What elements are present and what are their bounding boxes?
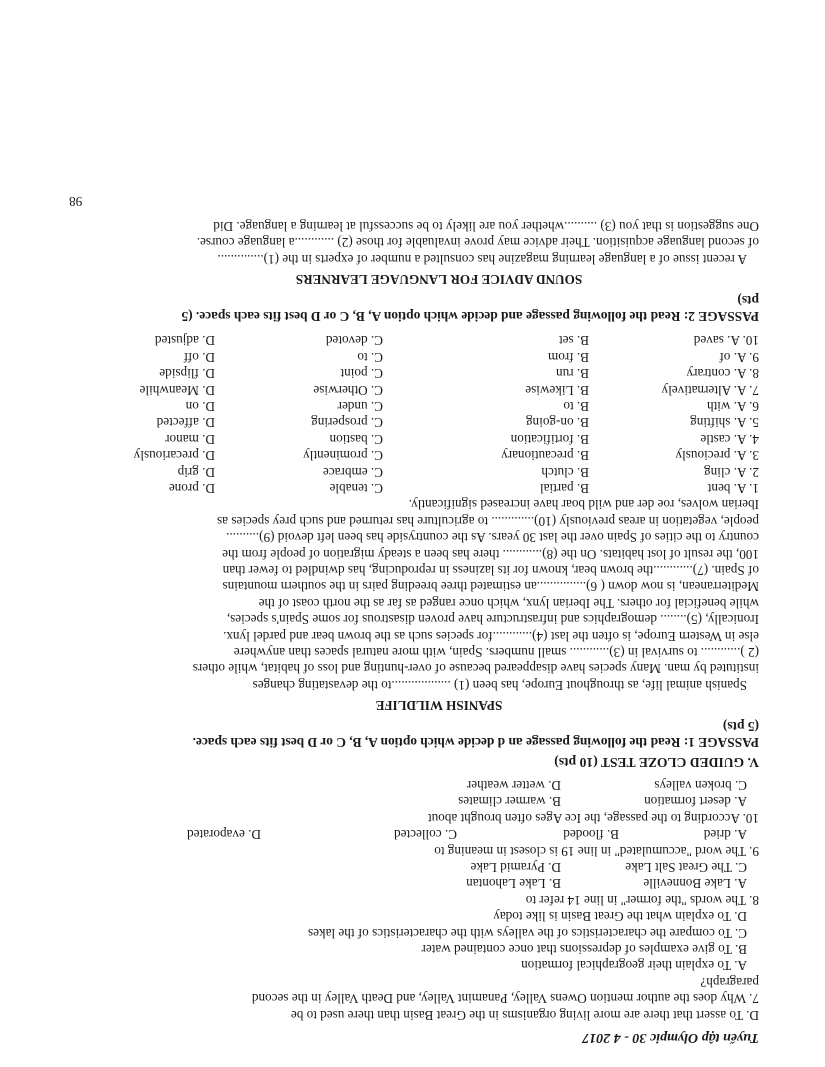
q8-options-row-1 [59, 875, 759, 891]
passage-2-instruction: PASSAGE 2: Read the following passage and decide which option A, B, C or D best fits each space. (5 [181, 308, 759, 324]
option: 5. A. shifting [690, 415, 759, 431]
option: 10. A. saved [693, 333, 759, 349]
question-10: 10. According to the passage, the Ice Ages often brought about [427, 810, 759, 826]
q7-option-d: D. To explain what the Great Basin is like today [493, 909, 747, 925]
passage-1-line: Ironically, (5)........ demographics and infrastructure have proven disastrous for some Spain's species, [226, 612, 759, 628]
passage-1-line: country to the cities of Spain over the last 30 years. As the countryside has been left devoid (9).......... [226, 530, 759, 546]
q6-option-d: D. To assert that there are more living organisms in the Great Basin than there used to be [290, 1007, 759, 1023]
option-row-2 [59, 463, 759, 479]
passage-1-line: 100, the result of lost habitats. On the (8)............ there has been a steady migration of people from the [222, 546, 759, 562]
option-row-1 [59, 480, 759, 496]
q10-option-b: B. warmer climates [458, 794, 561, 810]
option: B. to [563, 398, 589, 414]
option: C. under [337, 398, 383, 414]
passage-1-instruction: PASSAGE 1: Read the following passage an d decide which option A, B, C or D best fits each space. [192, 735, 759, 751]
q8-option-b: B. Lake Lahontan [466, 876, 561, 892]
option: B. from [547, 349, 589, 365]
q8-option-d: D. Pyramid Lake [470, 859, 561, 875]
question-7-cont: paragraph? [700, 974, 759, 990]
q9-option-a: A. dried [703, 827, 747, 843]
option: D. Meanwhile [139, 382, 215, 398]
passage-2-title: SOUND ADVICE FOR LANGUAGE LEARNERS [295, 272, 583, 288]
q10-option-a: A. desert formation [644, 794, 747, 810]
option: 6. A. with [706, 398, 759, 414]
option: D. precariously [133, 448, 215, 464]
page-content [59, 193, 759, 1045]
option: 3. A. preciously [675, 448, 759, 464]
passage-1-line: else in Western Europe, is often the last (4)............for species such as the brown bear and pardel lynx. [223, 628, 759, 644]
option: 9. A. of [719, 349, 759, 365]
option: D. prone [168, 481, 215, 496]
option: B. clutch [541, 464, 589, 480]
option: C. devoted [325, 333, 383, 349]
q10-option-d: D. wetter weather [466, 777, 561, 793]
option: B. precautionary [501, 448, 589, 464]
option: B. fortification [510, 431, 589, 447]
option: D. adjusted [154, 333, 215, 349]
q10-options-row-2 [59, 777, 759, 793]
section-title: V. GUIDED CLOZE TEST (10 pts) [554, 755, 759, 771]
option: D. on [185, 398, 215, 414]
q9-option-b: B. flooded [563, 827, 619, 843]
passage-1-line: while beneficial for others. The Iberian lynx, which once ranged as far as the north coast of the [258, 595, 759, 611]
option: C. Otherwise [313, 382, 383, 398]
passage-1-line: Spanish animal life, as throughout Europe, has been (1) ..................to the devastating changes [252, 677, 747, 693]
passage-2-line: of second language acquisition. Their advice may prove invaluable for those (2) ............a language course. [196, 235, 759, 251]
passage-1-line: of Spain. (7)............the brown bear, known for its laziness in reproducing, has dwindled to fewer than [222, 563, 759, 579]
question-8: 8. The words "the former" in line 14 refer to [525, 892, 759, 908]
option-row-10 [59, 332, 759, 348]
question-7: 7. Why does the author mention Owens Valley, Panamint Valley, and Death Valley in the second [251, 991, 759, 1007]
option: 1. A. bent [707, 481, 759, 496]
option-row-9 [59, 348, 759, 364]
q7-option-b: B. To give examples of depressions that once contained water [421, 941, 747, 957]
passage-1-points: (5 pts) [722, 718, 759, 734]
option-row-4 [59, 430, 759, 446]
passage-1-line: Iberian wolves, roe der and wild boar have increased significantly. [408, 497, 759, 513]
passage-1-title: SPANISH WILDLIFE [375, 698, 503, 714]
passage-2-text [59, 218, 759, 267]
passage-1-text [59, 496, 759, 693]
option: C. bastion [329, 431, 383, 447]
option: 8. A. contrary [686, 366, 759, 382]
option-row-5 [59, 414, 759, 430]
option: 7. A. Alternatively [661, 382, 759, 398]
passage-1-line: Mediterranean, is now down ( 6)...............an estimated three breeding pairs in the southern mountains [222, 579, 759, 595]
option: 4. A. castle [700, 431, 759, 447]
option: B. on-going [525, 415, 589, 431]
option: B. partial [539, 481, 589, 496]
option: D. grip [177, 464, 215, 480]
q8-option-c: C. The Great Salt Lake [625, 859, 747, 875]
option: C. prominently [303, 448, 383, 464]
option: D. flipside [159, 366, 215, 382]
option: B. Likewise [525, 382, 589, 398]
option: C. embrace [322, 464, 383, 480]
passage-1-line: people, vegetation in areas previously (10)............. to agriculture has returned and such prey species as [217, 513, 759, 529]
option: D. manor [165, 431, 215, 447]
page-number: 98 [69, 194, 83, 210]
q10-options-row-1 [59, 793, 759, 809]
passage-2-points: pts) [737, 292, 759, 308]
q7-option-c: C. To compare the characteristics of the valleys with the characteristics of the lakes [308, 925, 747, 941]
q10-option-c: C. broken valleys [654, 777, 747, 793]
option: C. tenable [329, 481, 383, 496]
q8-options-row-2 [59, 859, 759, 875]
option: D. affected [156, 415, 215, 431]
option: C. to [357, 349, 383, 365]
option-row-8 [59, 365, 759, 381]
q9-option-c: C. collected [394, 827, 457, 843]
q9-options [59, 826, 759, 842]
option: C. prospering [311, 415, 383, 431]
passage-1-line: instituted by man. Many species have disappeared because of over-hunting and loss of habitat, while others [192, 661, 759, 677]
question-9: 9. The word "accumulated" in line 19 is closest in meaning to [434, 843, 759, 859]
option: B. set [558, 333, 589, 349]
option: C. point [340, 366, 383, 382]
q9-option-d: D. evaporated [187, 827, 261, 843]
option-row-6 [59, 398, 759, 414]
q7-option-a: A. To explain their geographical formation [521, 958, 747, 974]
passage-1-options [59, 332, 759, 496]
passage-1-line: (2 )............ to survival in (3)............ small numbers. Spain, with more natural spaces than anywhere [233, 645, 759, 661]
q8-option-a: A. Lake Bonneville [643, 876, 747, 892]
option: 2. A. cling [704, 464, 759, 480]
passage-2-line: A recent issue of a language learning magazine has consulted a number of experts in the (1).............. [217, 251, 747, 267]
running-header: Tuyển tập Olympic 30 - 4 2017 [582, 1030, 759, 1045]
option-row-7 [59, 381, 759, 397]
option: B. run [556, 366, 589, 382]
option-row-3 [59, 447, 759, 463]
option: D. off [183, 349, 215, 365]
passage-2-line: One suggestion is that you (3) ..........whether you are likely to be successful at learning a language. Did [213, 218, 759, 234]
